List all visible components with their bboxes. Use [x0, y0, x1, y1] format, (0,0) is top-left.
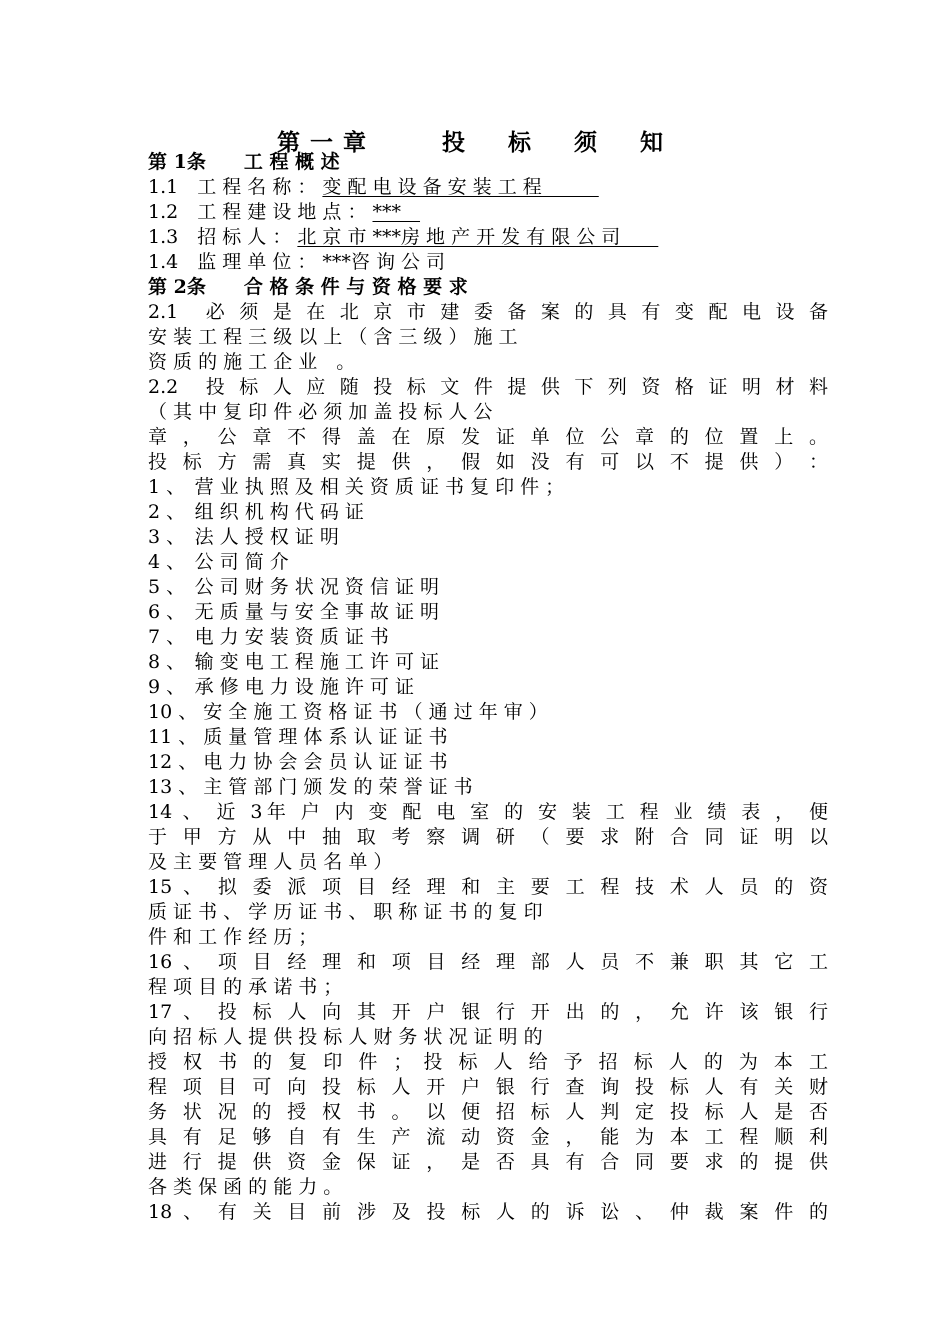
- field-label: 1.2 工 程 建 设 地 点 ：: [148, 201, 373, 223]
- text-line: 于 甲 方 从 中 抽 取 考 察 调 研 （ 要 求 附 合 同 证 明 以: [148, 826, 828, 848]
- text-line: 安 装 工 程 三 级 以 上 （ 含 三 级 ） 施 工: [148, 326, 518, 348]
- chapter-title: 第一章 投 标 须 知: [277, 129, 673, 156]
- text-line: 向 招 标 人 提 供 投 标 人 财 务 状 况 证 明 的: [148, 1026, 543, 1048]
- text-line: 2.2 投 标 人 应 随 投 标 文 件 提 供 下 列 资 格 证 明 材 料: [148, 376, 828, 398]
- text-line: 18 、 有 关 目 前 涉 及 投 标 人 的 诉 讼 、 仲 裁 案 件 的: [148, 1201, 828, 1223]
- section-heading: 第 1条 工 程 概 述: [148, 151, 340, 173]
- field-value: 变 配 电 设 备 安 装 工 程: [322, 176, 599, 198]
- text-line: 程 项 目 可 向 投 标 人 开 户 银 行 查 询 投 标 人 有 关 财: [148, 1076, 828, 1098]
- text-line: 及 主 要 管 理 人 员 名 单 ）: [148, 851, 393, 873]
- text-line: 11 、 质 量 管 理 体 系 认 证 证 书: [148, 726, 448, 748]
- text-line: 章 ， 公 章 不 得 盖 在 原 发 证 单 位 公 章 的 位 置 上 。: [148, 426, 828, 448]
- text-line: （ 其 中 复 印 件 必 须 加 盖 投 标 人 公: [148, 401, 493, 423]
- text-line: 1 、 营 业 执 照 及 相 关 资 质 证 书 复 印 件 ；: [148, 476, 565, 498]
- text-line: 授 权 书 的 复 印 件 ； 投 标 人 给 予 招 标 人 的 为 本 工: [148, 1051, 828, 1073]
- text-line: 10 、 安 全 施 工 资 格 证 书 （ 通 过 年 审 ）: [148, 701, 548, 723]
- field-line: [148, 225, 828, 250]
- text-line: 6 、 无 质 量 与 安 全 事 故 证 明: [148, 601, 439, 623]
- text-line: 5 、 公 司 财 务 状 况 资 信 证 明: [148, 576, 439, 598]
- field-line: [148, 175, 828, 200]
- text-line: 资 质 的 施 工 企 业 。: [148, 351, 356, 373]
- text-line: 17 、 投 标 人 向 其 开 户 银 行 开 出 的 ， 允 许 该 银 行: [148, 1001, 828, 1023]
- field-value: 北 京 市 ***房 地 产 开 发 有 限 公 司: [297, 226, 659, 248]
- text-line: 8 、 输 变 电 工 程 施 工 许 可 证: [148, 651, 439, 673]
- text-line: 件 和 工 作 经 历 ；: [148, 926, 318, 948]
- text-line: 16 、 项 目 经 理 和 项 目 经 理 部 人 员 不 兼 职 其 它 工: [148, 951, 828, 973]
- text-line: 进 行 提 供 资 金 保 证 ， 是 否 具 有 合 同 要 求 的 提 供: [148, 1151, 828, 1173]
- text-line: 12 、 电 力 协 会 会 员 认 证 证 书: [148, 751, 448, 773]
- field-label: 1.3 招 标 人 ：: [148, 226, 298, 248]
- text-line: 务 状 况 的 授 权 书 。 以 便 招 标 人 判 定 投 标 人 是 否: [148, 1101, 828, 1123]
- field-value: ***: [372, 201, 421, 223]
- text-line: 15 、 拟 委 派 项 目 经 理 和 主 要 工 程 技 术 人 员 的 资: [148, 876, 828, 898]
- text-line: 程 项 目 的 承 诺 书 ；: [148, 976, 343, 998]
- text-line: 7 、 电 力 安 装 资 质 证 书: [148, 626, 389, 648]
- text-line: 13 、 主 管 部 门 颁 发 的 荣 誉 证 书: [148, 776, 473, 798]
- text-line: 质 证 书 、 学 历 证 书 、 职 称 证 书 的 复 印: [148, 901, 543, 923]
- text-line: 2.1 必 须 是 在 北 京 市 建 委 备 案 的 具 有 变 配 电 设 备: [148, 301, 828, 323]
- text-line: 9 、 承 修 电 力 设 施 许 可 证: [148, 676, 414, 698]
- section-heading: 第 2条 合 格 条 件 与 资 格 要 求: [148, 276, 468, 298]
- text-line: 具 有 足 够 自 有 生 产 流 动 资 金 ， 能 为 本 工 程 顺 利: [148, 1126, 828, 1148]
- text-line: 14 、 近 3年 户 内 变 配 电 室 的 安 装 工 程 业 绩 表 ， 便: [148, 801, 828, 823]
- text-line: 2 、 组 织 机 构 代 码 证: [148, 501, 364, 523]
- text-line: 4 、 公 司 简 介: [148, 551, 289, 573]
- text-line: 投 标 方 需 真 实 提 供 ， 假 如 没 有 可 以 不 提 供 ） ：: [148, 451, 828, 473]
- field-label: 1.1 工 程 名 称 ：: [148, 176, 323, 198]
- text-line: 3 、 法 人 授 权 证 明: [148, 526, 339, 548]
- field-line: [148, 200, 828, 225]
- text-line: 1.4 监 理 单 位 ： ***咨 询 公 司: [148, 251, 446, 273]
- text-line: 各 类 保 函 的 能 力 。: [148, 1176, 343, 1198]
